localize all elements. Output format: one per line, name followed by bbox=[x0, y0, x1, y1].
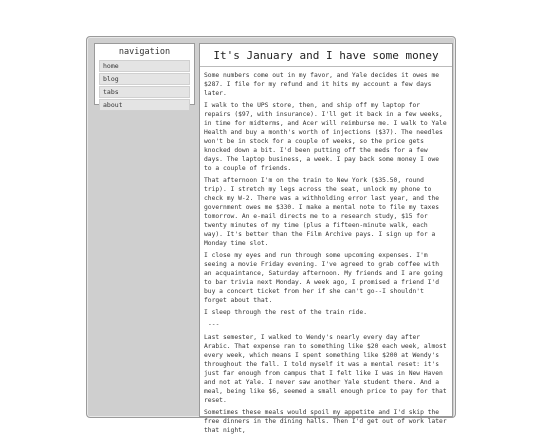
post-paragraph: I close my eyes and run through some upcoming expenses. I'm seeing a movie Friday evening. I've agreed to grab coffee with an acquaintance, Saturday afternoon. My friends and I are going to bar trivia next Monday. A week ago, I promised a friend I'd buy a concert ticket from her if she can't go--I shouldn't forget about that. bbox=[204, 252, 443, 304]
post-paragraph: That afternoon I'm on the train to New York ($35.50, round trip). I stretch my legs across the seat, unlock my phone to check my W-2. There was a withholding error last year, and the government owes me $330. I make a mental note to file my taxes tomorrow. An e-mail directs me to a research study, $15 for twenty minutes of my time (plus a fifteen-minute walk, each way). It's better than the Film Archive pays. I sign up for a Monday time slot. bbox=[204, 177, 440, 247]
nav-item-tabs[interactable]: tabs bbox=[99, 86, 190, 98]
nav-item-home[interactable]: home bbox=[99, 60, 190, 72]
post-body bbox=[200, 71, 452, 435]
post-paragraph: Some numbers come out in my favor, and Yale decides it owes me $287. I file for my refund and it hits my account a few days later. bbox=[204, 72, 440, 97]
post-paragraph: I walk to the UPS store, then, and ship off my laptop for repairs ($97, with insurance). I'll get it back in a few weeks, in time for midterms, and Acer will reimburse me. I walk to Yale Health and buy a month's worth of injections ($37). The needles won't be in stock for a couple of weeks, so the price gets knocked down a bit. I'd been putting off the meds for a few days. The laptop business, a week. I pay back some money I owe to a couple of friends. bbox=[204, 102, 447, 172]
post-paragraph: I sleep through the rest of the train ride. bbox=[204, 309, 368, 316]
nav-item-blog[interactable]: blog bbox=[99, 73, 190, 85]
post-title: It's January and I have some money bbox=[200, 49, 452, 67]
post-paragraph: Last semester, I walked to Wendy's nearly every day after Arabic. That expense ran to something like $20 each week, almost every week, which means I spent something like $200 at Wendy's throughout the fall. I told myself it was a mental reset: it's just far enough from campus that I felt like I was in New Haven and not at Yale. I never saw another Yale student there. And a meal, being like $6, seemed a small enough price to pay for that reset. bbox=[204, 334, 447, 404]
section-separator: --- bbox=[208, 321, 220, 328]
nav-item-about[interactable]: about bbox=[99, 99, 190, 111]
nav-list bbox=[99, 60, 190, 111]
post-content bbox=[199, 43, 453, 434]
navigation-sidebar bbox=[94, 43, 195, 109]
page-frame bbox=[86, 36, 456, 434]
nav-title: navigation bbox=[118, 47, 171, 57]
post-paragraph: Sometimes these meals would spoil my appetite and I'd skip the free dinners in the dining halls. Then I'd get out of work later that night, bbox=[204, 409, 447, 434]
